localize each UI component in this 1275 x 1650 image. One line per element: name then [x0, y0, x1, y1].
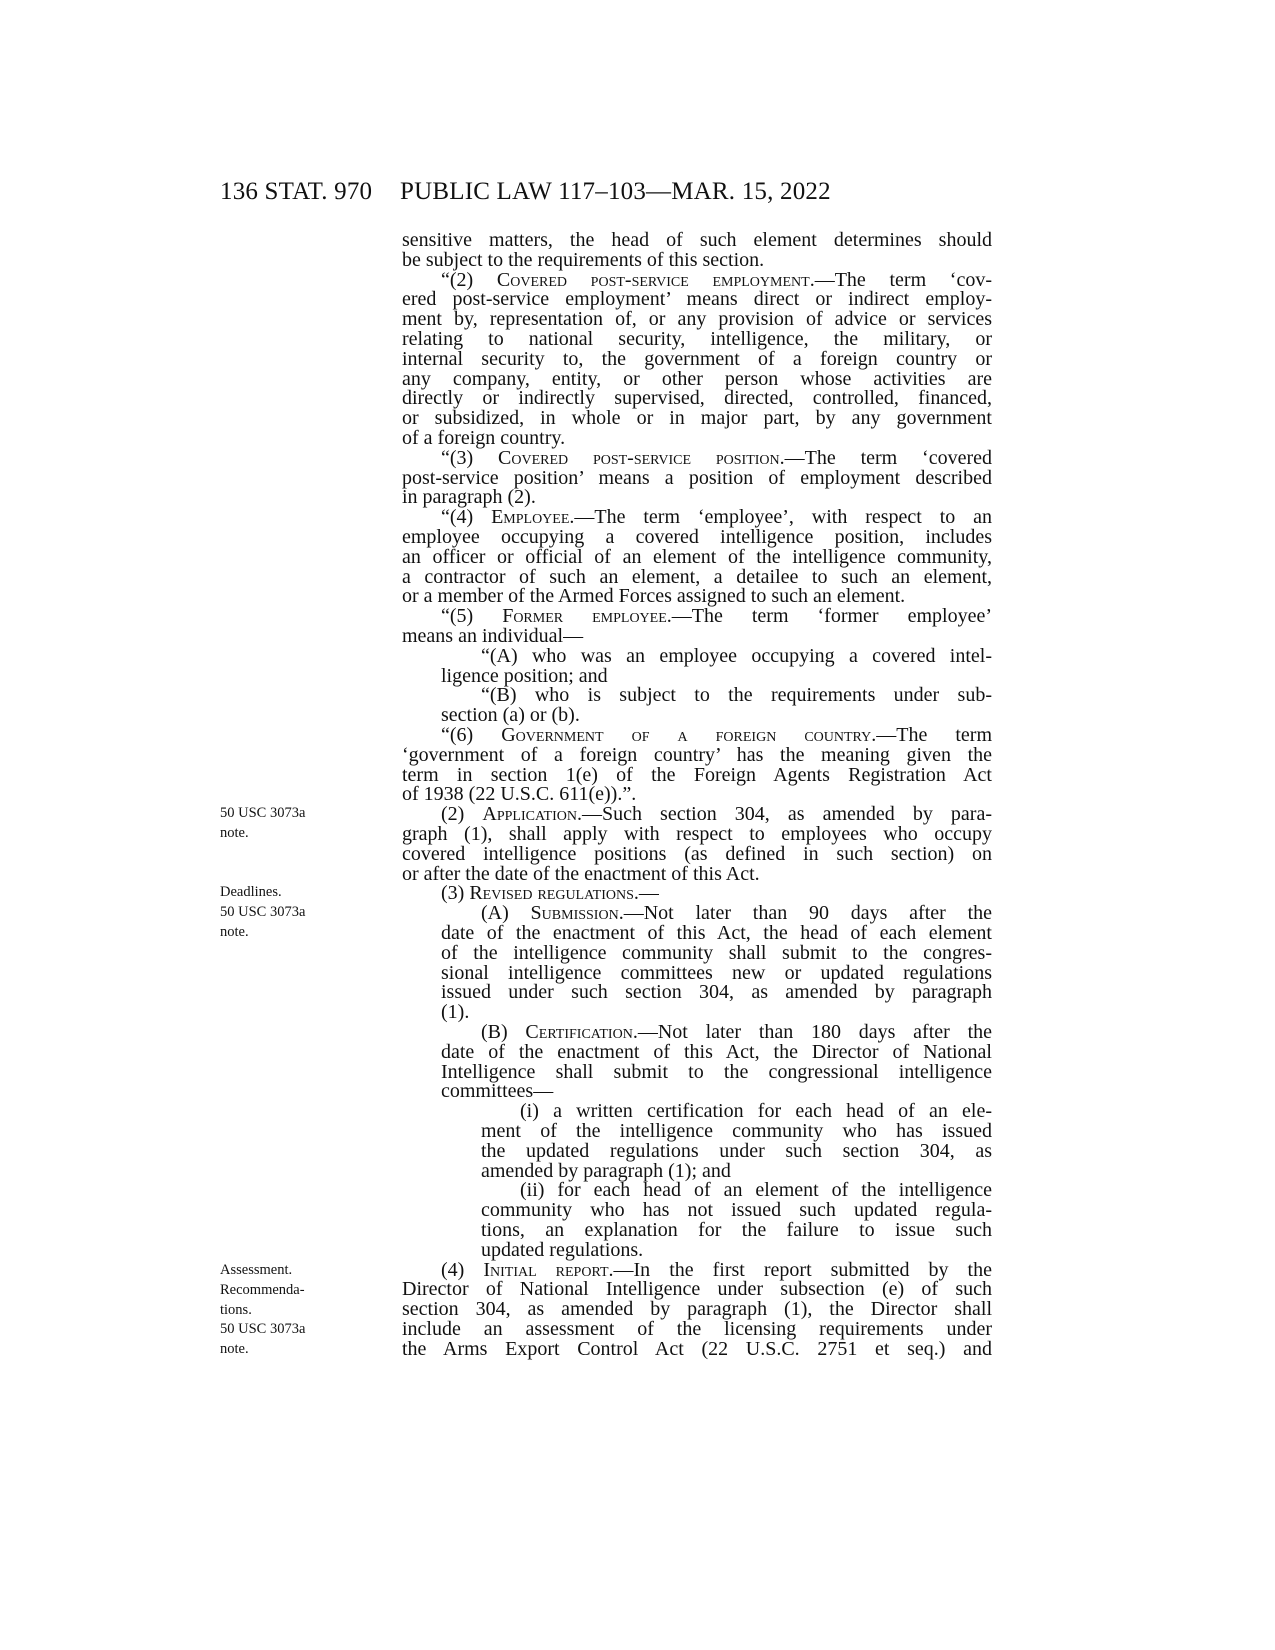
- text-line: [441, 963, 992, 983]
- text-line: [441, 606, 992, 626]
- line-text: .—Not later than 90 days after the: [618, 902, 993, 925]
- line-text: (i) a written certification for each head of an ele-: [520, 1100, 992, 1123]
- text-line: [481, 1220, 992, 1240]
- text-line: [402, 547, 992, 567]
- margin-note-assessment: [220, 1261, 305, 1360]
- line-text: .—In the first report submitted by the: [608, 1258, 992, 1281]
- line-text: graph (1), shall apply with respect to employees who occupy: [402, 823, 992, 845]
- line-text: .—The term ‘employee’, with respect to an: [569, 506, 992, 529]
- margin-note-line: note.: [220, 923, 249, 940]
- line-text: .—Such section 304, as amended by para-: [576, 803, 992, 826]
- text-line: [402, 487, 992, 507]
- text-line: [402, 289, 992, 309]
- line-text: ered post-service employment’ means direct or indirect employ-: [402, 288, 992, 311]
- line-text: ment by, representation of, or any provision of advice or services: [402, 308, 992, 331]
- text-line: [402, 468, 992, 488]
- line-text: “(3): [441, 446, 499, 469]
- text-line: [481, 1200, 992, 1220]
- line-text: .—The term: [871, 724, 993, 746]
- line-text: (B): [481, 1021, 526, 1043]
- line-text: “(4): [441, 506, 492, 529]
- text-line: [402, 824, 992, 844]
- text-line: [441, 507, 992, 527]
- text-line: [481, 646, 992, 666]
- text-line: [402, 1339, 992, 1359]
- line-text: ‘government of a foreign country’ has the meaning given the: [402, 743, 992, 766]
- line-text: .—The term ‘former employee’: [666, 605, 992, 628]
- margin-note-line: tions.: [220, 1301, 252, 1318]
- line-text: date of the enactment of this Act, the Director of National: [441, 1040, 992, 1063]
- line-text: Director of National Intelligence under subsection (e) of such: [402, 1278, 992, 1301]
- line-text: the Arms Export Control Act (22 U.S.C. 2751 et seq.) and: [402, 1337, 992, 1360]
- line-text: an officer or official of an element of the intelligence community,: [402, 545, 992, 568]
- section-heading: Submission: [530, 902, 619, 925]
- text-line: [441, 1062, 992, 1082]
- section-heading: Covered post-service employment: [496, 268, 810, 291]
- line-text: (4): [441, 1258, 484, 1281]
- text-line: [402, 369, 992, 389]
- line-text: “(A) who was an employee occupying a covered intel-: [481, 644, 992, 667]
- text-line: [441, 1042, 992, 1062]
- line-text: community who has not issued such updated regula-: [481, 1199, 992, 1222]
- text-line: [481, 1141, 992, 1161]
- line-text: .—Not later than 180 days after the: [632, 1021, 992, 1043]
- line-text: a contractor of such an element, a detailee to such an element,: [402, 565, 992, 588]
- text-line: [402, 1319, 992, 1339]
- line-text: means an individual—: [402, 625, 584, 647]
- line-text: .—The term ‘cov-: [809, 268, 993, 291]
- text-line: [402, 408, 992, 428]
- line-text: ligence position; and: [441, 664, 608, 687]
- text-line: [402, 388, 992, 408]
- page-stat-number: 136 STAT. 970: [220, 178, 373, 205]
- margin-note-line: 50 USC 3073a: [220, 805, 306, 821]
- line-text: of the intelligence community shall submit to the congres-: [441, 941, 992, 964]
- section-heading: Government of a foreign country: [501, 724, 872, 746]
- line-text: amended by paragraph (1); and: [481, 1159, 731, 1182]
- line-text: post-service position’ means a position of employment described: [402, 466, 992, 489]
- text-line: [441, 725, 992, 745]
- text-line: [441, 270, 992, 290]
- text-line: [402, 784, 992, 804]
- line-text: in paragraph (2).: [402, 486, 536, 509]
- section-heading: Employee: [491, 506, 570, 529]
- text-line: [402, 329, 992, 349]
- line-text: the updated regulations under such section 304, as: [481, 1139, 992, 1162]
- text-line: [441, 883, 992, 903]
- line-text: Intelligence shall submit to the congressional intelligence: [441, 1060, 992, 1083]
- line-text: any company, entity, or other person whose activities are: [402, 367, 992, 390]
- line-text: employee occupying a covered intelligence position, includes: [402, 526, 992, 548]
- text-line: [481, 1022, 992, 1042]
- section-heading: Certification: [525, 1021, 633, 1043]
- text-line: [402, 1299, 992, 1319]
- line-text: internal security to, the government of a foreign country or: [402, 347, 992, 370]
- line-text: “(B) who is subject to the requirements under sub-: [481, 684, 992, 707]
- margin-note-application: [220, 804, 305, 844]
- line-text: (2): [441, 803, 483, 826]
- line-text: .—The term ‘covered: [779, 446, 992, 469]
- text-line: [402, 844, 992, 864]
- text-line: [520, 1180, 992, 1200]
- margin-note-line: Recommenda-: [220, 1281, 305, 1298]
- margin-note-line: note.: [220, 1341, 249, 1358]
- line-text: date of the enactment of this Act, the head of each element: [441, 922, 992, 944]
- text-line: [441, 705, 992, 725]
- text-line: [481, 1121, 992, 1141]
- page-running-title: PUBLIC LAW 117–103—MAR. 15, 2022: [400, 178, 831, 205]
- line-text: “(6): [441, 724, 502, 746]
- text-line: [402, 250, 992, 270]
- line-text: term in section 1(e) of the Foreign Agents Registration Act: [402, 763, 992, 786]
- margin-note-line: 50 USC 3073a: [220, 1321, 306, 1338]
- text-line: [481, 1240, 992, 1260]
- line-text: (A): [481, 902, 531, 925]
- section-heading: Revised regulations: [469, 882, 634, 905]
- line-text: sional intelligence committees new or updated regulations: [441, 961, 992, 984]
- text-line: [402, 428, 992, 448]
- line-text: (1).: [441, 1001, 470, 1024]
- text-line: [441, 982, 992, 1002]
- line-text: “(5): [441, 605, 503, 628]
- text-line: [481, 685, 992, 705]
- line-text: updated regulations.: [481, 1238, 644, 1261]
- line-text: include an assessment of the licensing requirements under: [402, 1318, 992, 1340]
- line-text: of 1938 (22 U.S.C. 611(e)).”.: [402, 783, 637, 806]
- text-line: [441, 1081, 992, 1101]
- line-text: (ii) for each head of an element of the intelligence: [520, 1179, 992, 1202]
- text-line: [402, 349, 992, 369]
- margin-note-line: Assessment.: [220, 1262, 293, 1278]
- line-text: tions, an explanation for the failure to issue such: [481, 1219, 992, 1241]
- section-heading: Initial report: [483, 1258, 609, 1281]
- text-line: [441, 448, 992, 468]
- line-text: section 304, as amended by paragraph (1), the Director shall: [402, 1298, 992, 1321]
- text-line: [441, 943, 992, 963]
- text-line: [402, 1279, 992, 1299]
- section-heading: Former employee: [502, 605, 667, 628]
- text-line: [441, 923, 992, 943]
- text-line: [402, 626, 992, 646]
- text-line: [520, 1101, 992, 1121]
- text-line: [402, 765, 992, 785]
- section-heading: Application: [482, 803, 577, 826]
- margin-note-deadlines: [220, 883, 305, 942]
- line-text: “(2): [441, 268, 497, 291]
- text-line: [441, 666, 992, 686]
- line-text: relating to national security, intelligence, the military, or: [402, 328, 992, 350]
- line-text: directly or indirectly supervised, directed, controlled, financed,: [402, 387, 992, 410]
- line-text: or a member of the Armed Forces assigned to such an element.: [402, 585, 906, 608]
- section-heading: Covered post-service position: [498, 446, 780, 469]
- line-text: ment of the intelligence community who has issued: [481, 1120, 992, 1142]
- text-line: [402, 864, 992, 884]
- line-text: .—: [633, 882, 659, 905]
- line-text: be subject to the requirements of this section.: [402, 248, 765, 271]
- line-text: or after the date of the enactment of this Act.: [402, 862, 760, 885]
- text-line: [481, 903, 992, 923]
- text-line: [441, 1260, 992, 1280]
- line-text: (3): [441, 882, 470, 905]
- line-text: or subsidized, in whole or in major part, by any government: [402, 407, 992, 430]
- text-line: [402, 230, 992, 250]
- line-text: section (a) or (b).: [441, 704, 580, 727]
- text-line: [402, 527, 992, 547]
- text-line: [481, 1161, 992, 1181]
- line-text: sensitive matters, the head of such element determines should: [402, 229, 992, 251]
- text-line: [402, 309, 992, 329]
- text-line: [402, 586, 992, 606]
- text-line: [441, 804, 992, 824]
- text-line: [441, 1002, 992, 1022]
- line-text: covered intelligence positions (as defined in such section) on: [402, 842, 992, 865]
- text-line: [402, 567, 992, 587]
- margin-note-line: note.: [220, 824, 249, 841]
- margin-note-line: 50 USC 3073a: [220, 903, 306, 920]
- line-text: of a foreign country.: [402, 427, 566, 449]
- line-text: issued under such section 304, as amended by paragraph: [441, 981, 992, 1004]
- text-line: [402, 745, 992, 765]
- margin-note-line: Deadlines.: [220, 884, 282, 900]
- line-text: committees—: [441, 1080, 554, 1103]
